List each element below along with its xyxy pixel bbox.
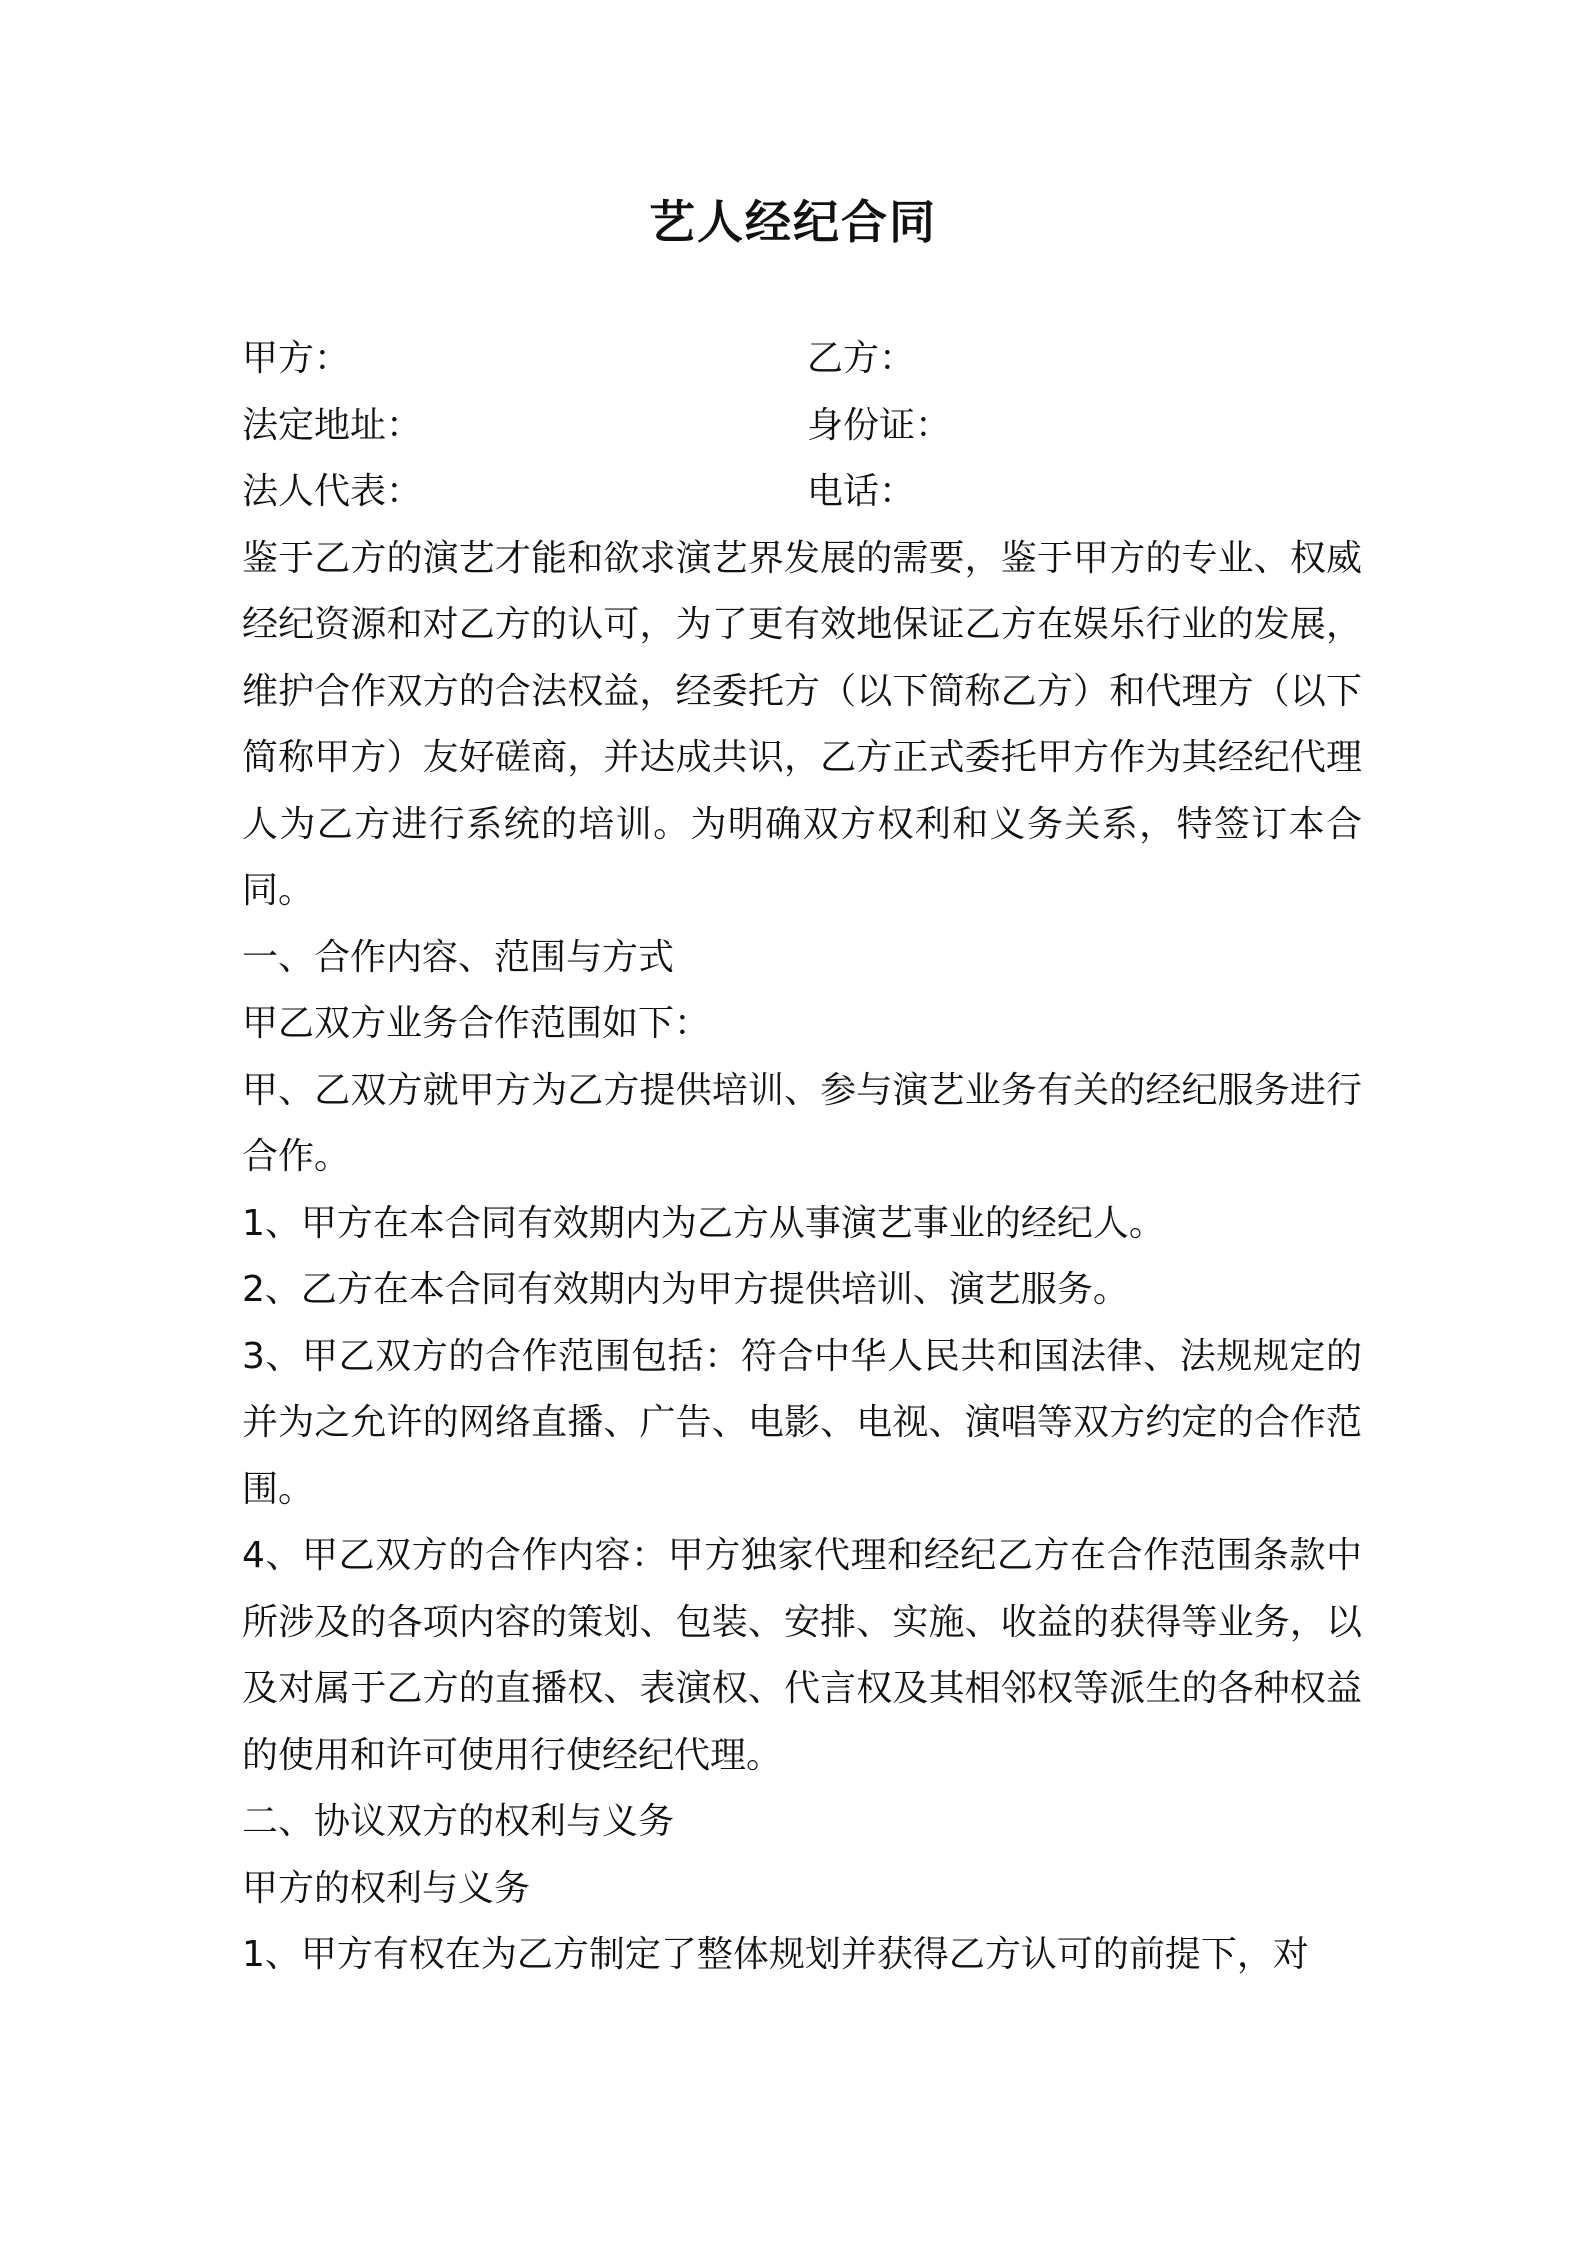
document-body xyxy=(242,326,1362,1989)
section-1-intro: 甲乙双方业务合作范围如下： xyxy=(242,1003,711,1044)
section-2-heading: 二、协议双方的权利与义务 xyxy=(242,1801,675,1842)
legal-address-label: 法定地址： xyxy=(242,404,423,446)
party-row xyxy=(242,393,1362,460)
phone-label: 电话： xyxy=(807,471,916,512)
section-2-clause-1: 1、甲方有权在为乙方制定了整体规划并获得乙方认可的前提下，对 xyxy=(242,1934,1309,1975)
party-b-label: 乙方： xyxy=(807,338,916,379)
section-1-paragraph: 甲、乙双方就甲方为乙方提供培训、参与演艺业务有关的经纪服务进行合作。 xyxy=(242,1069,1362,1177)
clause-item-4: 4、甲乙双方的合作内容：甲方独家代理和经纪乙方在合作范围条款中所涉及的各项内容的策划、包装、安排、实施、收益的获得等业务，以及对属于乙方的直播权、表演权、代言权及其相邻权等派生的各种权益的使用和许可使用行使经纪代理。 xyxy=(242,1535,1362,1776)
clause-item-1: 1、甲方在本合同有效期内为乙方从事演艺事业的经纪人。 xyxy=(242,1202,1165,1244)
party-a-label: 甲方： xyxy=(242,338,351,379)
clause-item-2: 2、乙方在本合同有效期内为甲方提供培训、演艺服务。 xyxy=(242,1269,1129,1310)
preamble-paragraph: 鉴于乙方的演艺才能和欲求演艺界发展的需要，鉴于甲方的专业、权威经纪资源和对乙方的认可，为了更有效地保证乙方在娱乐行业的发展，维护合作双方的合法权益，经委托方（以下简称乙方）和代理方（以下简称甲方）友好磋商，并达成共识，乙方正式委托甲方作为其经纪代理人为乙方进行系统的培训。为明确双方权利和义务关系，特签订本合同。 xyxy=(242,537,1362,911)
party-row xyxy=(242,326,1362,393)
section-2-subheading: 甲方的权利与义务 xyxy=(242,1867,531,1909)
legal-rep-label: 法人代表： xyxy=(242,471,423,512)
id-card-label: 身份证： xyxy=(807,404,952,446)
section-1-heading: 一、合作内容、范围与方式 xyxy=(242,936,675,978)
document-title: 艺人经纪合同 xyxy=(649,195,937,249)
clause-item-3: 3、甲乙双方的合作范围包括：符合中华人民共和国法律、法规规定的并为之允许的网络直播、广告、电影、电视、演唱等双方约定的合作范围。 xyxy=(242,1335,1362,1510)
party-row xyxy=(242,459,1362,526)
